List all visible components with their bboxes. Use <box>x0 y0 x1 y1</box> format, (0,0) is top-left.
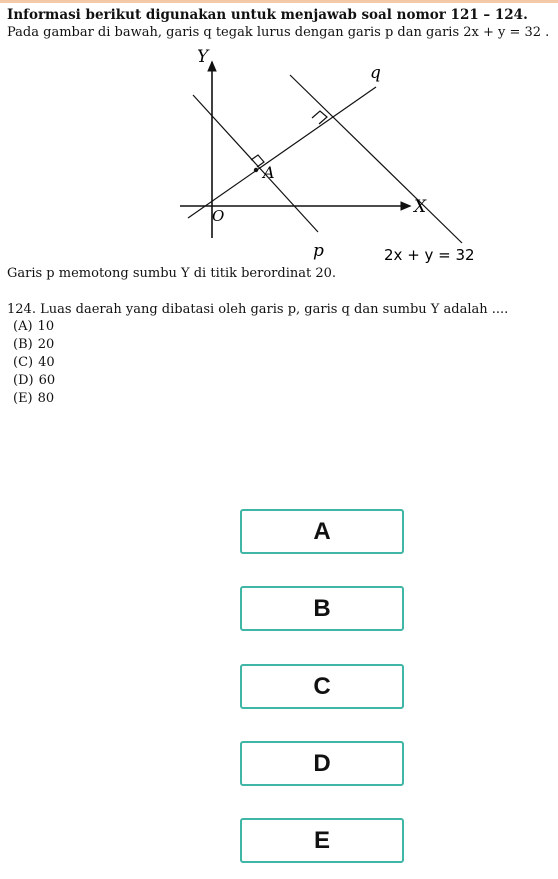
answer-button-d[interactable]: D <box>240 741 404 786</box>
option-key: (A) <box>13 319 33 334</box>
option-c <box>13 354 55 372</box>
figure-caption: Garis p memotong sumbu Y di titik berordinat 20. <box>7 266 337 281</box>
option-key: (B) <box>13 337 33 352</box>
option-a <box>13 318 55 336</box>
option-value: 80 <box>37 391 55 406</box>
option-key: (E) <box>13 391 33 406</box>
question-text: 124. Luas daerah yang dibatasi oleh garis p, garis q dan sumbu Y adalah .... <box>7 302 509 317</box>
top-accent-bar <box>0 0 558 3</box>
option-value: 10 <box>37 319 55 334</box>
line-q-label: q <box>370 63 381 83</box>
option-key: (C) <box>13 355 34 370</box>
y-axis-label: Y <box>197 47 209 67</box>
option-b <box>13 336 55 354</box>
answer-button-b[interactable]: B <box>240 586 404 631</box>
point-a-label: A <box>263 163 275 182</box>
answer-button-c[interactable]: C <box>240 664 404 709</box>
problem-header <box>7 6 555 42</box>
option-list <box>13 318 55 408</box>
coordinate-figure <box>0 40 558 266</box>
equation-label: 2x + y = 32 <box>384 246 475 264</box>
problem-title: Informasi berikut digunakan untuk menjawab soal nomor 121 – 124. <box>7 7 528 23</box>
line-q <box>188 87 376 218</box>
option-e <box>13 390 55 408</box>
answer-button-e[interactable]: E <box>240 818 404 863</box>
option-value: 60 <box>38 373 56 388</box>
line-2x-y-32 <box>290 75 462 243</box>
answer-button-a[interactable]: A <box>240 509 404 554</box>
problem-intro: Pada gambar di bawah, garis q tegak lurus dengan garis p dan garis 2x + y = 32 . <box>7 25 550 40</box>
origin-label: O <box>212 207 225 225</box>
option-value: 20 <box>37 337 55 352</box>
option-key: (D) <box>13 373 34 388</box>
option-d <box>13 372 55 390</box>
point-a <box>254 168 258 172</box>
option-value: 40 <box>38 355 55 370</box>
x-axis-label: X <box>414 197 427 217</box>
line-p-label: p <box>313 241 324 261</box>
